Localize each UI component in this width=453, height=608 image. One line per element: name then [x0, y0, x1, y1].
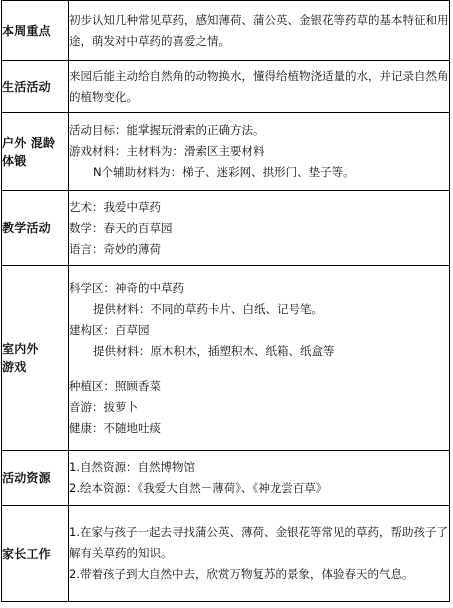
row-content-outdoor-exercise [69, 113, 450, 191]
weekly-focus-text: 初步认知几种常见草药，感知薄荷、蒲公英、金银花等药草的基本特征和用途，萌发对中草药的喜爱之情。 [69, 12, 449, 48]
row-label-outdoor-exercise [2, 113, 69, 191]
games-spacer [69, 362, 449, 376]
outdoor-aux-materials-line: N个辅助材料为：梯子、迷彩网、拱形门、垫子等。 [93, 165, 355, 179]
teaching-math-line: 数学：春天的百草园 [69, 220, 173, 235]
row-content-daily-life [69, 61, 450, 113]
row-label-text: 活动资源 [2, 471, 51, 485]
row-label-text: 生活活动 [2, 79, 51, 94]
row-label-text: 家长工作 [2, 546, 51, 561]
row-label-text: 户外 混龄 [2, 135, 56, 150]
weekly-plan-table [1, 0, 450, 602]
teaching-art-line: 艺术：我爱中草药 [69, 199, 161, 214]
row-label-teaching [2, 191, 69, 266]
outdoor-materials-line: 游戏材料：主材料为：滑索区主要材料 [69, 144, 265, 158]
resources-picture-book-line: 2.绘本资源：《我爱大自然－薄荷》、《神龙尝百草》 [69, 481, 328, 495]
games-health-line: 健康：不随地吐痰 [69, 420, 161, 435]
games-planting-area-line: 种植区：照顾香菜 [69, 378, 161, 393]
row-content-resources [69, 451, 450, 506]
table-row-outdoor-exercise [2, 113, 450, 191]
table-row-resources [2, 451, 450, 506]
table-row-weekly-focus [2, 1, 450, 61]
parent-work-item-1: 1.在家与孩子一起去寻找蒲公英、薄荷、金银花等常见的草药，帮助孩子了解有关草药的知识。 [69, 525, 448, 560]
outdoor-goal-line: 活动目标：能掌握玩滑索的正确方法。 [69, 123, 265, 137]
daily-life-text: 来园后能主动给自然角的动物换水，懂得给植物浇适量的水，并记录自然角的植物变化。 [69, 68, 449, 104]
parent-work-item-2: 2.带着孩子到大自然中去，欣赏万物复苏的景象，体验春天的气息。 [69, 567, 414, 581]
row-content-parent-work [69, 506, 450, 602]
row-content-teaching [69, 191, 450, 266]
table-row-daily-life [2, 61, 450, 113]
games-music-game-line: 音游：拔萝卜 [69, 399, 138, 414]
resources-nature-line: 1.自然资源：自然博物馆 [69, 460, 195, 474]
row-label-text: 本周重点 [2, 23, 51, 38]
games-construction-materials-line: 提供材料：原木积木，插塑积木、纸箱、纸盒等 [93, 343, 335, 358]
row-label-parent-work [2, 506, 69, 602]
row-label-text: 室内外 [2, 342, 39, 356]
teaching-language-line: 语言：奇妙的薄荷 [69, 241, 161, 256]
row-content-games [69, 266, 450, 451]
row-label-text: 教学活动 [2, 221, 51, 235]
row-label-weekly-focus [2, 1, 69, 61]
games-science-materials-line: 提供材料：不同的草药卡片、白纸、记号笔。 [93, 301, 323, 316]
table-row-teaching [2, 191, 450, 266]
table-row-parent-work [2, 506, 450, 602]
row-label-text: 体锻 [2, 153, 27, 168]
table-row-games [2, 266, 450, 451]
games-science-area-line: 科学区：神奇的中草药 [69, 280, 184, 295]
games-construction-area-line: 建构区：百草园 [69, 322, 150, 337]
row-label-text: 游戏 [2, 360, 27, 374]
row-label-games [2, 266, 69, 451]
row-label-resources [2, 451, 69, 506]
row-label-daily-life [2, 61, 69, 113]
row-content-weekly-focus [69, 1, 450, 61]
